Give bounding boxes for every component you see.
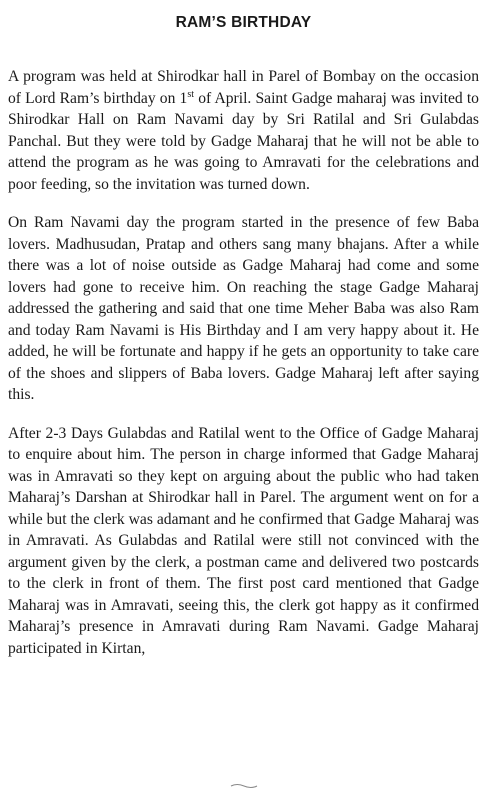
paragraph-1-text-b: of April. Saint Gadge maharaj was invited to Shirodkar Hall on Ram Navami day by Sri Ratilal and Sri Gulabdas Panchal. But they were told by Gadge Maharaj that he will not be able to attend the program as he was going to Amravati for the celebrations and poor feeding, so the invitation was turned down. (8, 89, 479, 193)
ordinal-suffix: st (187, 88, 195, 100)
paragraph-3: After 2-3 Days Gulabdas and Ratilal went to the Office of Gadge Maharaj to enquire about him. The person in charge informed that Gadge Maharaj was in Amravati so they kept on arguing about the public who had taken Maharaj’s Darshan at Shirodkar hall in Parel. The argument went on for a while but the clerk was adamant and he confirmed that Gadge Maharaj was in Amravati. As Gulabdas and Ratilal were still not convinced with the argument given by the clerk, a postman came and delivered two postcards to the clerk in front of them. The first post card mentioned that Gadge Maharaj was in Amravati, seeing this, the clerk got happy as it confirmed Maharaj’s presence in Amravati during Ram Navami. Gadge Maharaj participated in Kirtan, (8, 424, 479, 657)
page-title: RAM’S BIRTHDAY (175, 14, 312, 31)
paragraph-2: On Ram Navami day the program started in the presence of few Baba lovers. Madhusudan, Pratap and others sang many bhajans. After a while there was a lot of noise outside as Gadge Maharaj had come and some lovers had gone to receive him. On reaching the stage Gadge Maharaj addressed the gathering and said that one time Meher Baba was also Ram and today Ram Navami is His Birthday and I am very happy about it. He added, he will be fortunate and happy if he gets an opportunity to take care of the shoes and slippers of Baba lovers. Gadge Maharaj left after saying this. (8, 214, 479, 403)
paragraph-1-text-a: A program was held at Shirodkar hall in Parel of Bombay on the occasion of Lord Ram’s birthday on 1 (8, 68, 479, 107)
page-ornament-icon (229, 783, 259, 789)
paragraph-1 (8, 66, 479, 195)
